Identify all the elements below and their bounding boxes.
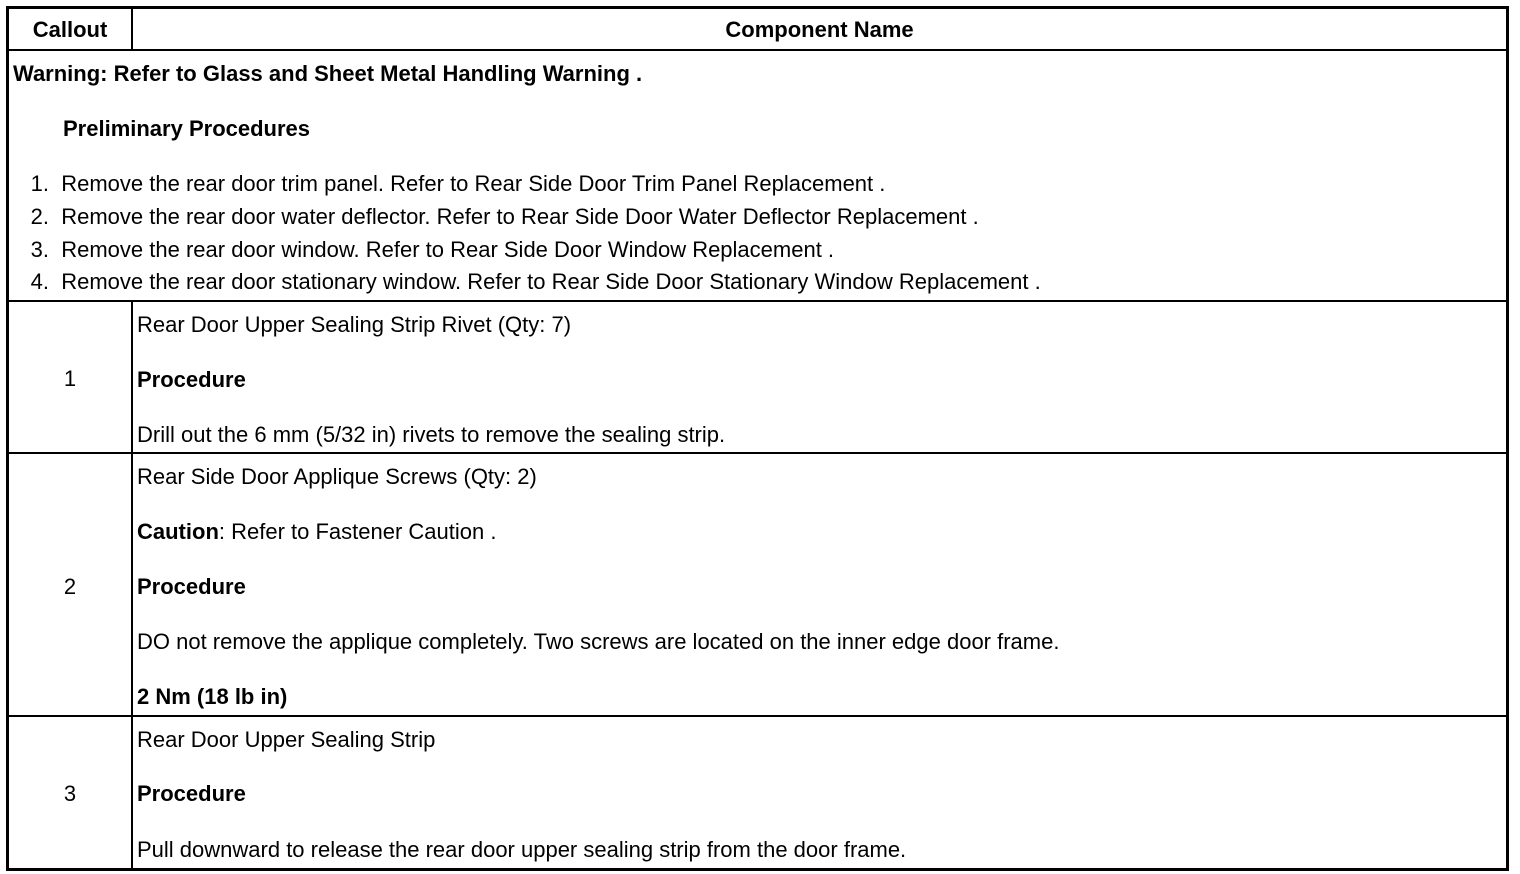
header-component-name: Component Name — [725, 17, 914, 42]
component-name: Rear Door Upper Sealing Strip — [137, 727, 436, 752]
procedure-text: Drill out the 6 mm (5/32 in) rivets to remove the sealing strip. — [137, 422, 726, 447]
procedure-text: Pull downward to release the rear door upper sealing strip from the door frame. — [137, 837, 907, 862]
prelim-step-number: 4. — [30, 269, 49, 294]
row-divider — [131, 300, 133, 453]
header-rule — [9, 49, 1506, 51]
prelim-step — [9, 237, 834, 263]
procedure-table — [6, 6, 1509, 871]
caution-text: : Refer to Fastener Caution . — [218, 519, 497, 544]
callout-number: 2 — [63, 574, 77, 599]
prelim-step-text: Remove the rear door water deflector. Refer to Rear Side Door Water Deflector Replacement . — [61, 204, 979, 229]
torque-spec: 2 Nm (18 lb in) — [137, 684, 288, 709]
header-callout: Callout — [32, 17, 108, 42]
warning-label: Warning: — [13, 61, 108, 86]
prelim-step — [9, 171, 885, 197]
procedure-label: Procedure — [137, 781, 246, 806]
row-rule — [9, 452, 1506, 454]
prelim-step-text: Remove the rear door stationary window. Refer to Rear Side Door Stationary Window Replacement . — [61, 269, 1041, 294]
component-name: Rear Door Upper Sealing Strip Rivet (Qty: 7) — [137, 312, 572, 337]
callout-number: 1 — [63, 366, 77, 391]
callout-number: 3 — [63, 781, 77, 806]
preliminary-title: Preliminary Procedures — [63, 116, 311, 141]
row-rule — [9, 715, 1506, 717]
component-name: Rear Side Door Applique Screws (Qty: 2) — [137, 464, 537, 489]
prelim-step-number: 2. — [30, 204, 49, 229]
row-divider — [131, 715, 133, 868]
row-divider — [131, 452, 133, 716]
procedure-text: DO not remove the applique completely. Two screws are located on the inner edge door frame. — [137, 629, 1060, 654]
prelim-step — [9, 204, 979, 230]
procedure-label: Procedure — [137, 574, 246, 599]
caution-label: Caution — [137, 519, 219, 544]
procedure-label: Procedure — [137, 367, 246, 392]
warning-text: Refer to Glass and Sheet Metal Handling Warning . — [113, 61, 643, 86]
section-rule — [9, 300, 1506, 302]
prelim-step — [9, 269, 1041, 295]
prelim-step-number: 1. — [30, 171, 49, 196]
caution-line — [137, 519, 496, 545]
prelim-step-text: Remove the rear door trim panel. Refer to Rear Side Door Trim Panel Replacement . — [61, 171, 886, 196]
prelim-step-text: Remove the rear door window. Refer to Rear Side Door Window Replacement . — [61, 237, 835, 262]
prelim-step-number: 3. — [30, 237, 49, 262]
warning-line — [13, 61, 642, 87]
